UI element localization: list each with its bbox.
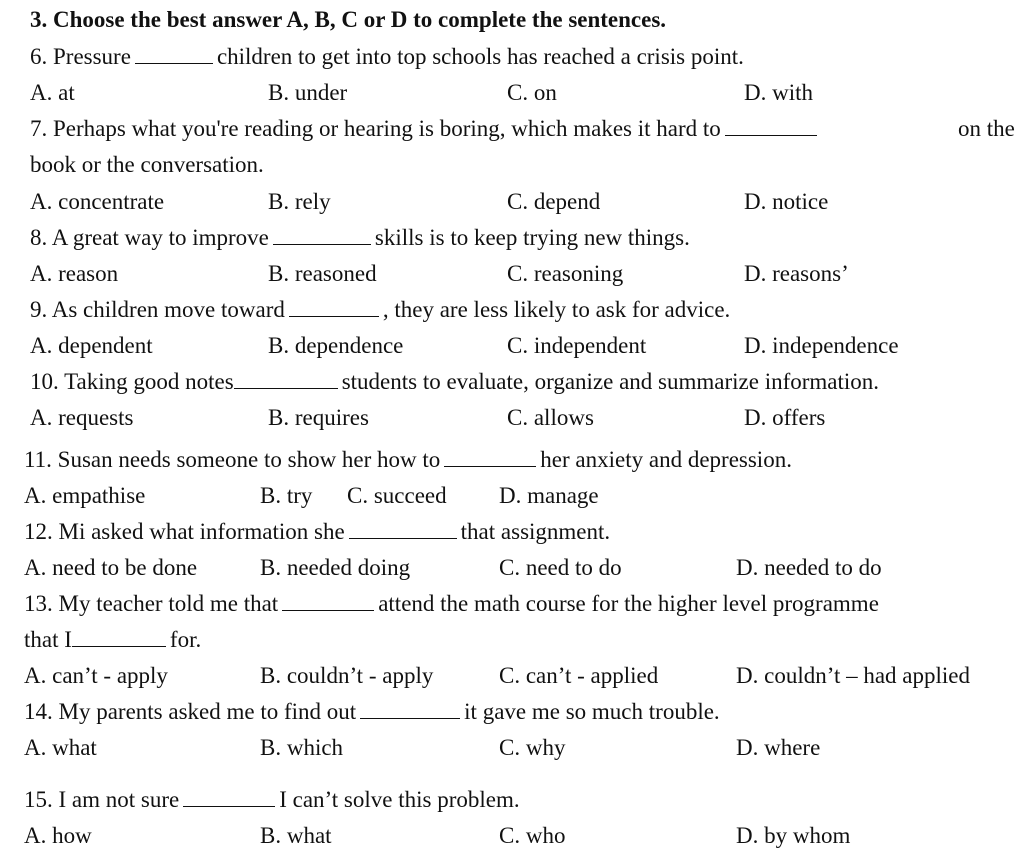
question-7-option-a: A. concentrate xyxy=(30,189,165,214)
question-15-text-before: 15. I am not sure xyxy=(24,787,180,812)
question-9-option-c: C. independent xyxy=(507,333,647,358)
question-8-option-a: A. reason xyxy=(30,261,119,286)
question-9-text-before: 9. As children move toward xyxy=(30,297,285,322)
question-9-option-d: D. independence xyxy=(744,333,899,358)
question-8-blank xyxy=(273,226,371,245)
question-11-text-before: 11. Susan needs someone to show her how to xyxy=(24,447,441,472)
question-7-option-c: C. depend xyxy=(507,189,601,214)
question-10-option-b: B. requires xyxy=(268,405,369,430)
question-13-line2-before: that I xyxy=(24,627,72,652)
question-7-option-d: D. notice xyxy=(744,189,829,214)
question-9-blank xyxy=(289,298,379,317)
question-13-option-a: A. can’t - apply xyxy=(24,663,168,688)
question-7-blank xyxy=(725,117,817,136)
question-14 xyxy=(24,698,720,726)
question-14-option-d: D. where xyxy=(736,735,821,760)
question-15-option-c: C. who xyxy=(499,823,566,848)
question-10-option-a: A. requests xyxy=(30,405,134,430)
question-10-option-d: D. offers xyxy=(744,405,826,430)
question-10 xyxy=(30,368,879,396)
question-8-option-c: C. reasoning xyxy=(507,261,624,286)
question-13-line2-after: for. xyxy=(169,627,202,652)
question-7-text-after: on the xyxy=(958,116,1015,141)
exercise-title: 3. Choose the best answer A, B, C or D to complete the sentences. xyxy=(30,7,667,32)
question-6-option-b: B. under xyxy=(268,80,348,105)
question-14-text-before: 14. My parents asked me to find out xyxy=(24,699,357,724)
question-6-text-before: 6. Pressure xyxy=(30,44,131,69)
question-7-option-b: B. rely xyxy=(268,189,331,214)
question-6 xyxy=(30,43,744,71)
question-8-text-after: skills is to keep trying new things. xyxy=(374,225,690,250)
question-13-line2 xyxy=(24,626,201,654)
question-10-blank xyxy=(234,370,338,389)
question-14-option-b: B. which xyxy=(260,735,344,760)
question-12-option-b: B. needed doing xyxy=(260,555,411,580)
question-12-text-after: that assignment. xyxy=(460,519,611,544)
question-7 xyxy=(30,115,821,143)
question-6-option-c: C. on xyxy=(507,80,557,105)
question-9-option-a: A. dependent xyxy=(30,333,153,358)
question-9-option-b: B. dependence xyxy=(268,333,404,358)
question-15 xyxy=(24,786,520,814)
question-13-blank-1 xyxy=(282,592,374,611)
question-11-blank xyxy=(444,448,536,467)
question-11 xyxy=(24,446,792,474)
question-14-blank xyxy=(360,700,460,719)
question-15-option-a: A. how xyxy=(24,823,92,848)
question-7-text-before: 7. Perhaps what you're reading or hearing is boring, which makes it hard to xyxy=(30,116,721,141)
question-9 xyxy=(30,296,730,324)
question-13-blank-2 xyxy=(72,628,166,647)
question-13-text-before: 13. My teacher told me that xyxy=(24,591,279,616)
question-13-text-after: attend the math course for the higher level programme xyxy=(378,591,879,616)
question-11-text-after: her anxiety and depression. xyxy=(540,447,792,472)
question-6-blank xyxy=(135,45,213,64)
question-12-option-c: C. need to do xyxy=(499,555,622,580)
question-13-option-b: B. couldn’t - apply xyxy=(260,663,434,688)
question-8-text-before: 8. A great way to improve xyxy=(30,225,269,250)
question-9-text-after: , they are less likely to ask for advice. xyxy=(382,297,731,322)
question-6-option-d: D. with xyxy=(744,80,813,105)
question-11-option-c: C. succeed xyxy=(347,483,447,508)
question-15-option-b: B. what xyxy=(260,823,332,848)
question-11-option-b: B. try xyxy=(260,483,313,508)
question-11-option-a: A. empathise xyxy=(24,483,146,508)
question-15-blank xyxy=(183,788,275,807)
question-14-text-after: it gave me so much trouble. xyxy=(464,699,720,724)
question-13 xyxy=(24,590,879,618)
question-12-blank xyxy=(349,520,457,539)
question-15-text-after: I can’t solve this problem. xyxy=(279,787,520,812)
question-13-option-c: C. can’t - applied xyxy=(499,663,659,688)
question-12 xyxy=(24,518,610,546)
question-8 xyxy=(30,224,690,252)
question-10-option-c: C. allows xyxy=(507,405,594,430)
question-10-text-after: students to evaluate, organize and summarize information. xyxy=(341,369,880,394)
question-6-text-after: children to get into top schools has reached a crisis point. xyxy=(216,44,744,69)
question-12-option-d: D. needed to do xyxy=(736,555,882,580)
question-12-option-a: A. need to be done xyxy=(24,555,198,580)
question-11-option-d: D. manage xyxy=(499,483,599,508)
question-10-text-before: 10. Taking good notes xyxy=(30,369,234,394)
question-6-option-a: A. at xyxy=(30,80,75,105)
question-15-option-d: D. by whom xyxy=(736,823,851,848)
question-7-line2: book or the conversation. xyxy=(30,152,264,177)
question-12-text-before: 12. Mi asked what information she xyxy=(24,519,345,544)
question-14-option-c: C. why xyxy=(499,735,566,760)
question-8-option-d: D. reasons’ xyxy=(744,261,849,286)
question-14-option-a: A. what xyxy=(24,735,97,760)
question-8-option-b: B. reasoned xyxy=(268,261,377,286)
question-13-option-d: D. couldn’t – had applied xyxy=(736,663,970,688)
